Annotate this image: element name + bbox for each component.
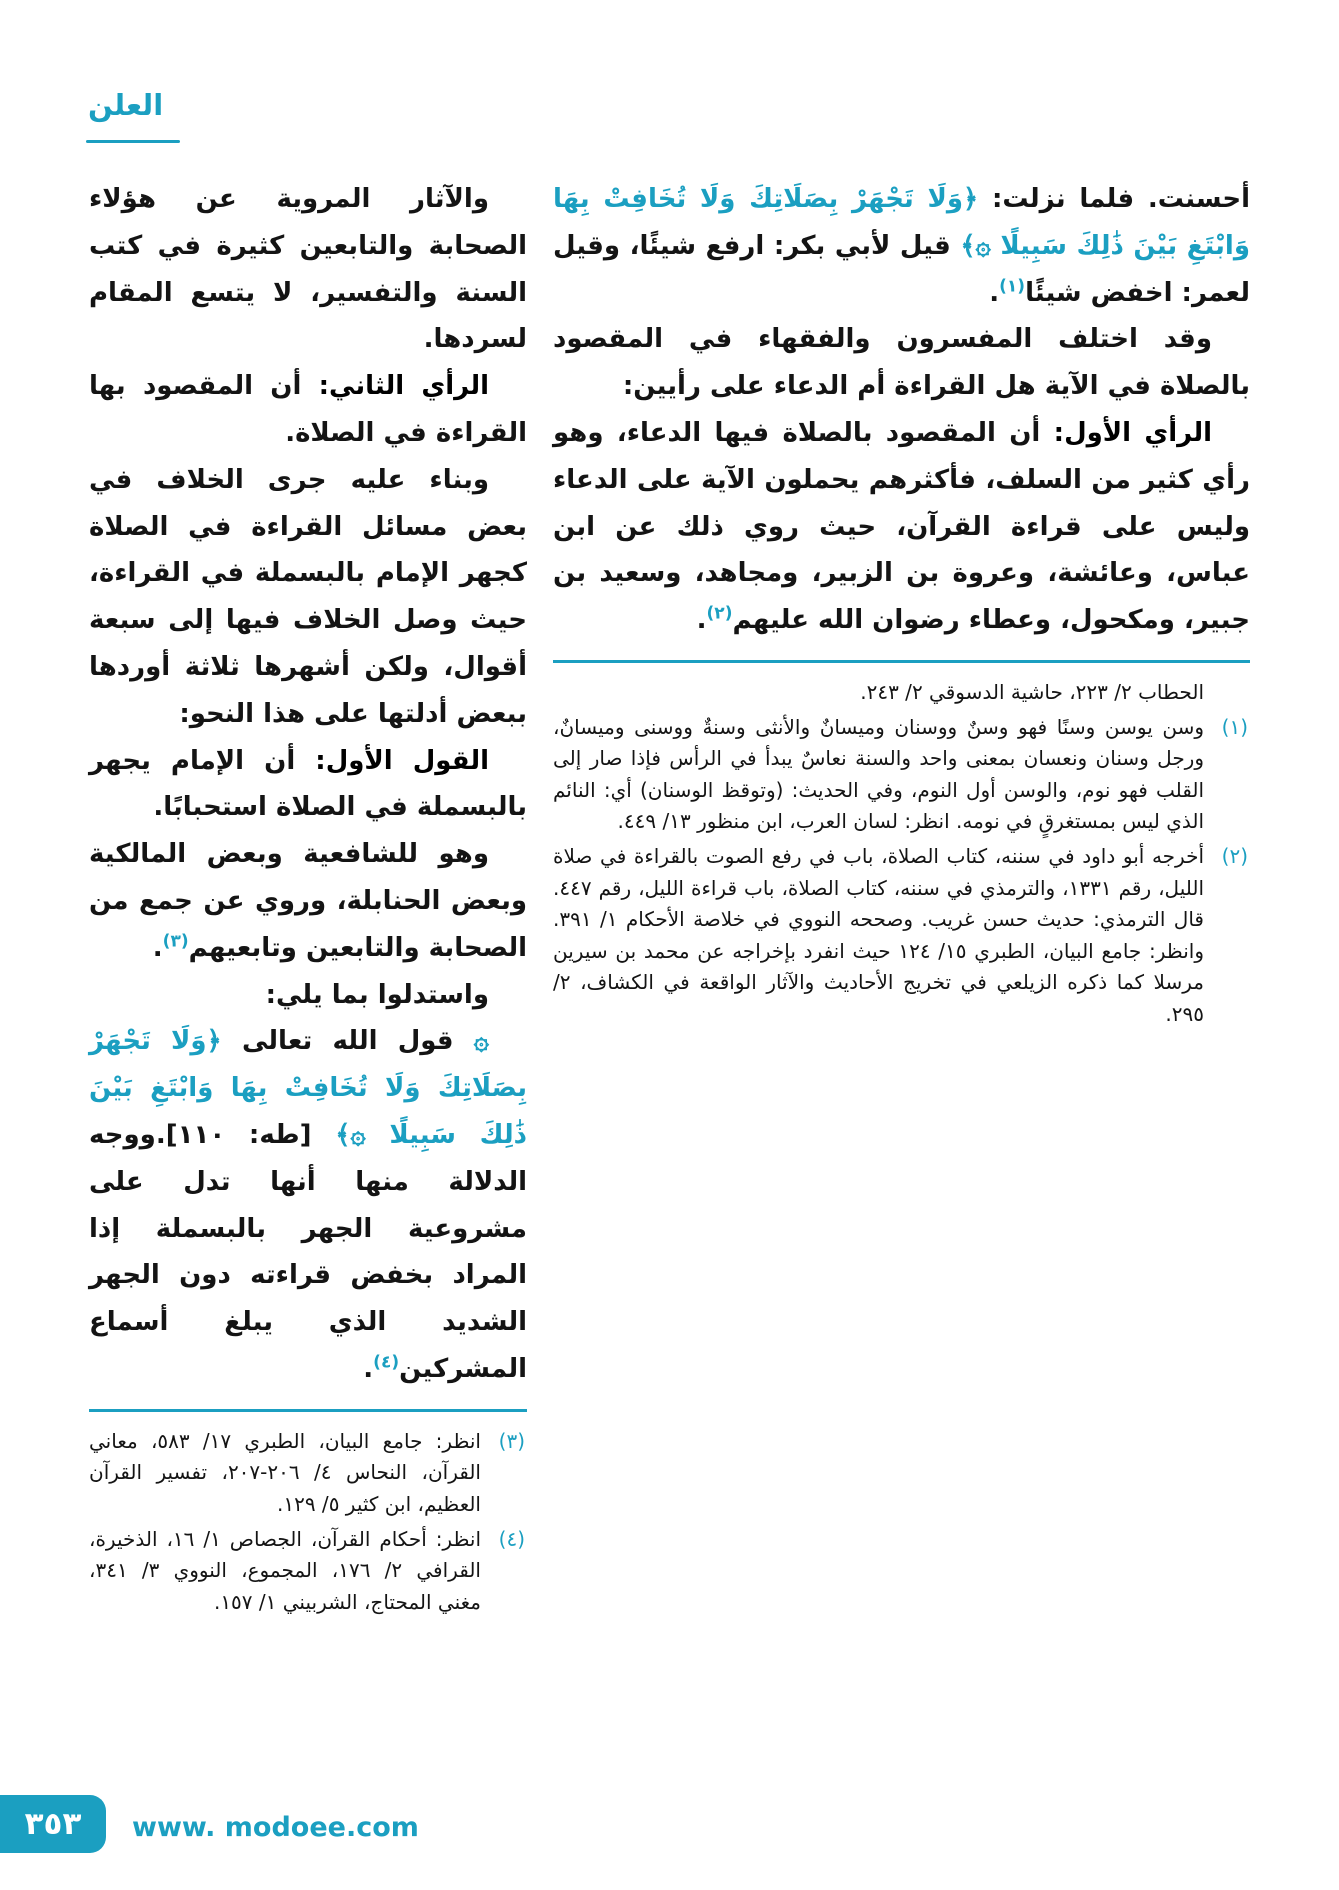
text-run: أحسنت. فلما نزلت: <box>978 184 1250 214</box>
footnote-ref-2: (٢) <box>706 603 733 624</box>
paragraph-madhhab <box>89 831 527 971</box>
running-head: العلن <box>88 88 164 122</box>
text-run: . <box>696 605 707 636</box>
footnote-ref-4: (٤) <box>373 1352 400 1373</box>
footnote-text: انظر: جامع البيان، الطبري ١٧/ ٥٨٣، معاني القرآن، النحاس ٤/ ٢٠٦-٢٠٧، تفسير القرآن العظيم، ابن كثير ٥/ ١٢٩. <box>89 1428 481 1516</box>
footnote-1 <box>553 712 1250 838</box>
footnote-2 <box>553 841 1250 1031</box>
footnote-text: الحطاب ٢/ ٢٢٣، حاشية الدسوقي ٢/ ٢٤٣. <box>860 679 1204 704</box>
paragraph-khilaf: وبناء عليه جرى الخلاف في بعض مسائل القراءة في الصلاة كجهر الإمام بالبسملة في القراءة، حيث وصل الخلاف فيها إلى سبعة أقوال، ولكن أشهرها ثلاثة أوردها ببعض أدلتها على هذا النحو: <box>89 464 527 729</box>
text-run: [طه: ١١٠].ووجه الدلالة منها أنها تدل على مشروعية الجهر بالبسملة إذا المراد بخفض قراءته دون الجهر الشديد الذي يبلغ أسماع المشركين <box>89 1119 527 1384</box>
footnote-marker: (٢) <box>1221 843 1248 868</box>
lead-in: القول الأول: <box>315 745 489 776</box>
rub-el-hizb-icon: ۞ <box>473 1026 489 1057</box>
lead-in: الرأي الثاني: <box>318 371 489 402</box>
paragraph-evidence <box>89 1018 527 1392</box>
footnote-3 <box>89 1426 527 1521</box>
footnote-separator <box>89 1409 527 1412</box>
paragraph-opinion-1 <box>553 410 1250 644</box>
text-run: أن الإمام يجهر بالبسملة في الصلاة استحبابًا. <box>89 745 527 823</box>
text-run: . <box>989 277 1000 308</box>
text-run: . <box>152 932 163 963</box>
text-run: . <box>363 1353 374 1384</box>
footnotes-left <box>89 1426 527 1619</box>
footnote-4 <box>89 1524 527 1619</box>
footnote-text: أخرجه أبو داود في سننه، كتاب الصلاة، باب في رفع الصوت بالقراءة في صلاة الليل، رقم ١٣٣١، والترمذي في سننه، كتاب الصلاة، باب قراءة الليل، رقم ٤٤٧. قال الترمذي: حديث حسن غريب. وصححه النووي في خلاصة الأحكام ١/ ٣٩١. وانظر: جامع البيان، الطبري ١٥/ ١٢٤ حيث انفرد بإخراجه عن محمد بن سيرين مرسلا كما ذكره الزيلعي في تخريج الأحاديث والآثار الواقعة في الكشاف، ٢/ ٢٩٥. <box>553 843 1205 1026</box>
text-run: وهو للشافعية وبعض المالكية وبعض الحنابلة، وروي عن جمع من الصحابة والتابعين وتابعيهم <box>89 839 527 963</box>
footnote-text: وسن يوسن وسنًا فهو وسنٌ ووسنان وميسانٌ والأنثى وسنةٌ ووسنى وميسانٌ، ورجل وسنان ونعسان بمعنى واحد والسنة نعاسٌ يبدأ في الرأس فإذا صار إلى القلب فهو نوم، والوسن أول النوم، وفي الحديث: (وتوقظ الوسنان) أي: النائم الذي ليس بمستغرقٍ في نومه. انظر: لسان العرب، ابن منظور ١٣/ ٤٤٩. <box>553 714 1204 834</box>
footnote-marker: (١) <box>1221 714 1248 739</box>
paragraph-hadith <box>553 176 1250 316</box>
footnotes-right <box>553 677 1250 1031</box>
paragraph-istidlal: واستدلوا بما يلي: <box>265 979 489 1010</box>
left-column <box>89 176 527 1618</box>
footnote-separator <box>553 660 1250 663</box>
right-column <box>553 176 1250 1031</box>
footnote-continuation <box>553 677 1250 709</box>
website-text: www. modoee.com <box>132 1812 419 1843</box>
text-run: قول الله تعالى <box>221 1026 474 1057</box>
footnote-text: انظر: أحكام القرآن، الجصاص ١/ ١٦، الذخيرة، القرافي ٢/ ١٧٦، المجموع، النووي ٣/ ٣٤١، مغني المحتاج، الشربيني ١/ ١٥٧. <box>89 1526 481 1614</box>
footnote-marker: (٣) <box>498 1428 525 1453</box>
header-rule <box>86 140 180 143</box>
lead-in: الرأي الأول: <box>1053 417 1212 448</box>
footnote-marker: (٤) <box>498 1526 525 1551</box>
page-number-badge: ٣٥٣ <box>0 1795 106 1853</box>
paragraph-dispute: وقد اختلف المفسرون والفقهاء في المقصود بالصلاة في الآية هل القراءة أم الدعاء على رأيين: <box>553 324 1250 402</box>
text-run: أن المقصود بها القراءة في الصلاة. <box>89 371 527 448</box>
text-run: أن المقصود بالصلاة فيها الدعاء، وهو رأي كثير من السلف، فأكثرهم يحملون الآية على الدعاء وليس على قراءة القرآن، حيث روي ذلك عن ابن عباس، وعائشة، وعروة بن الزبير، ومجاهد، وسعيد بن جبير، ومكحول، وعطاء رضوان الله عليهم <box>553 417 1250 636</box>
text-run: قيل لأبي بكر: ارفع شيئًا، وقيل لعمر: اخفض شيئًا <box>553 230 1250 308</box>
footnote-ref-1: (١) <box>999 275 1026 296</box>
quran-verse: ﴿وَلَا تَجْهَرْ بِصَلَاتِكَ وَلَا تُخَافِتْ بِهَا وَابْتَغِ بَيْنَ ذَٰلِكَ سَبِيلًا ۞﴾ <box>89 1026 527 1150</box>
paragraph-opinion-2 <box>89 363 527 457</box>
paragraph-narrations: والآثار المروية عن هؤلاء الصحابة والتابعين كثيرة في كتب السنة والتفسير، لا يتسع المقام لسردها. <box>89 184 527 355</box>
quran-verse: ﴿وَلَا تَجْهَرْ بِصَلَاتِكَ وَلَا تُخَافِتْ بِهَا وَابْتَغِ بَيْنَ ذَٰلِكَ سَبِيلًا ۞﴾ <box>553 184 1250 261</box>
paragraph-qawl-1 <box>89 738 527 832</box>
footnote-ref-3: (٣) <box>162 931 189 952</box>
